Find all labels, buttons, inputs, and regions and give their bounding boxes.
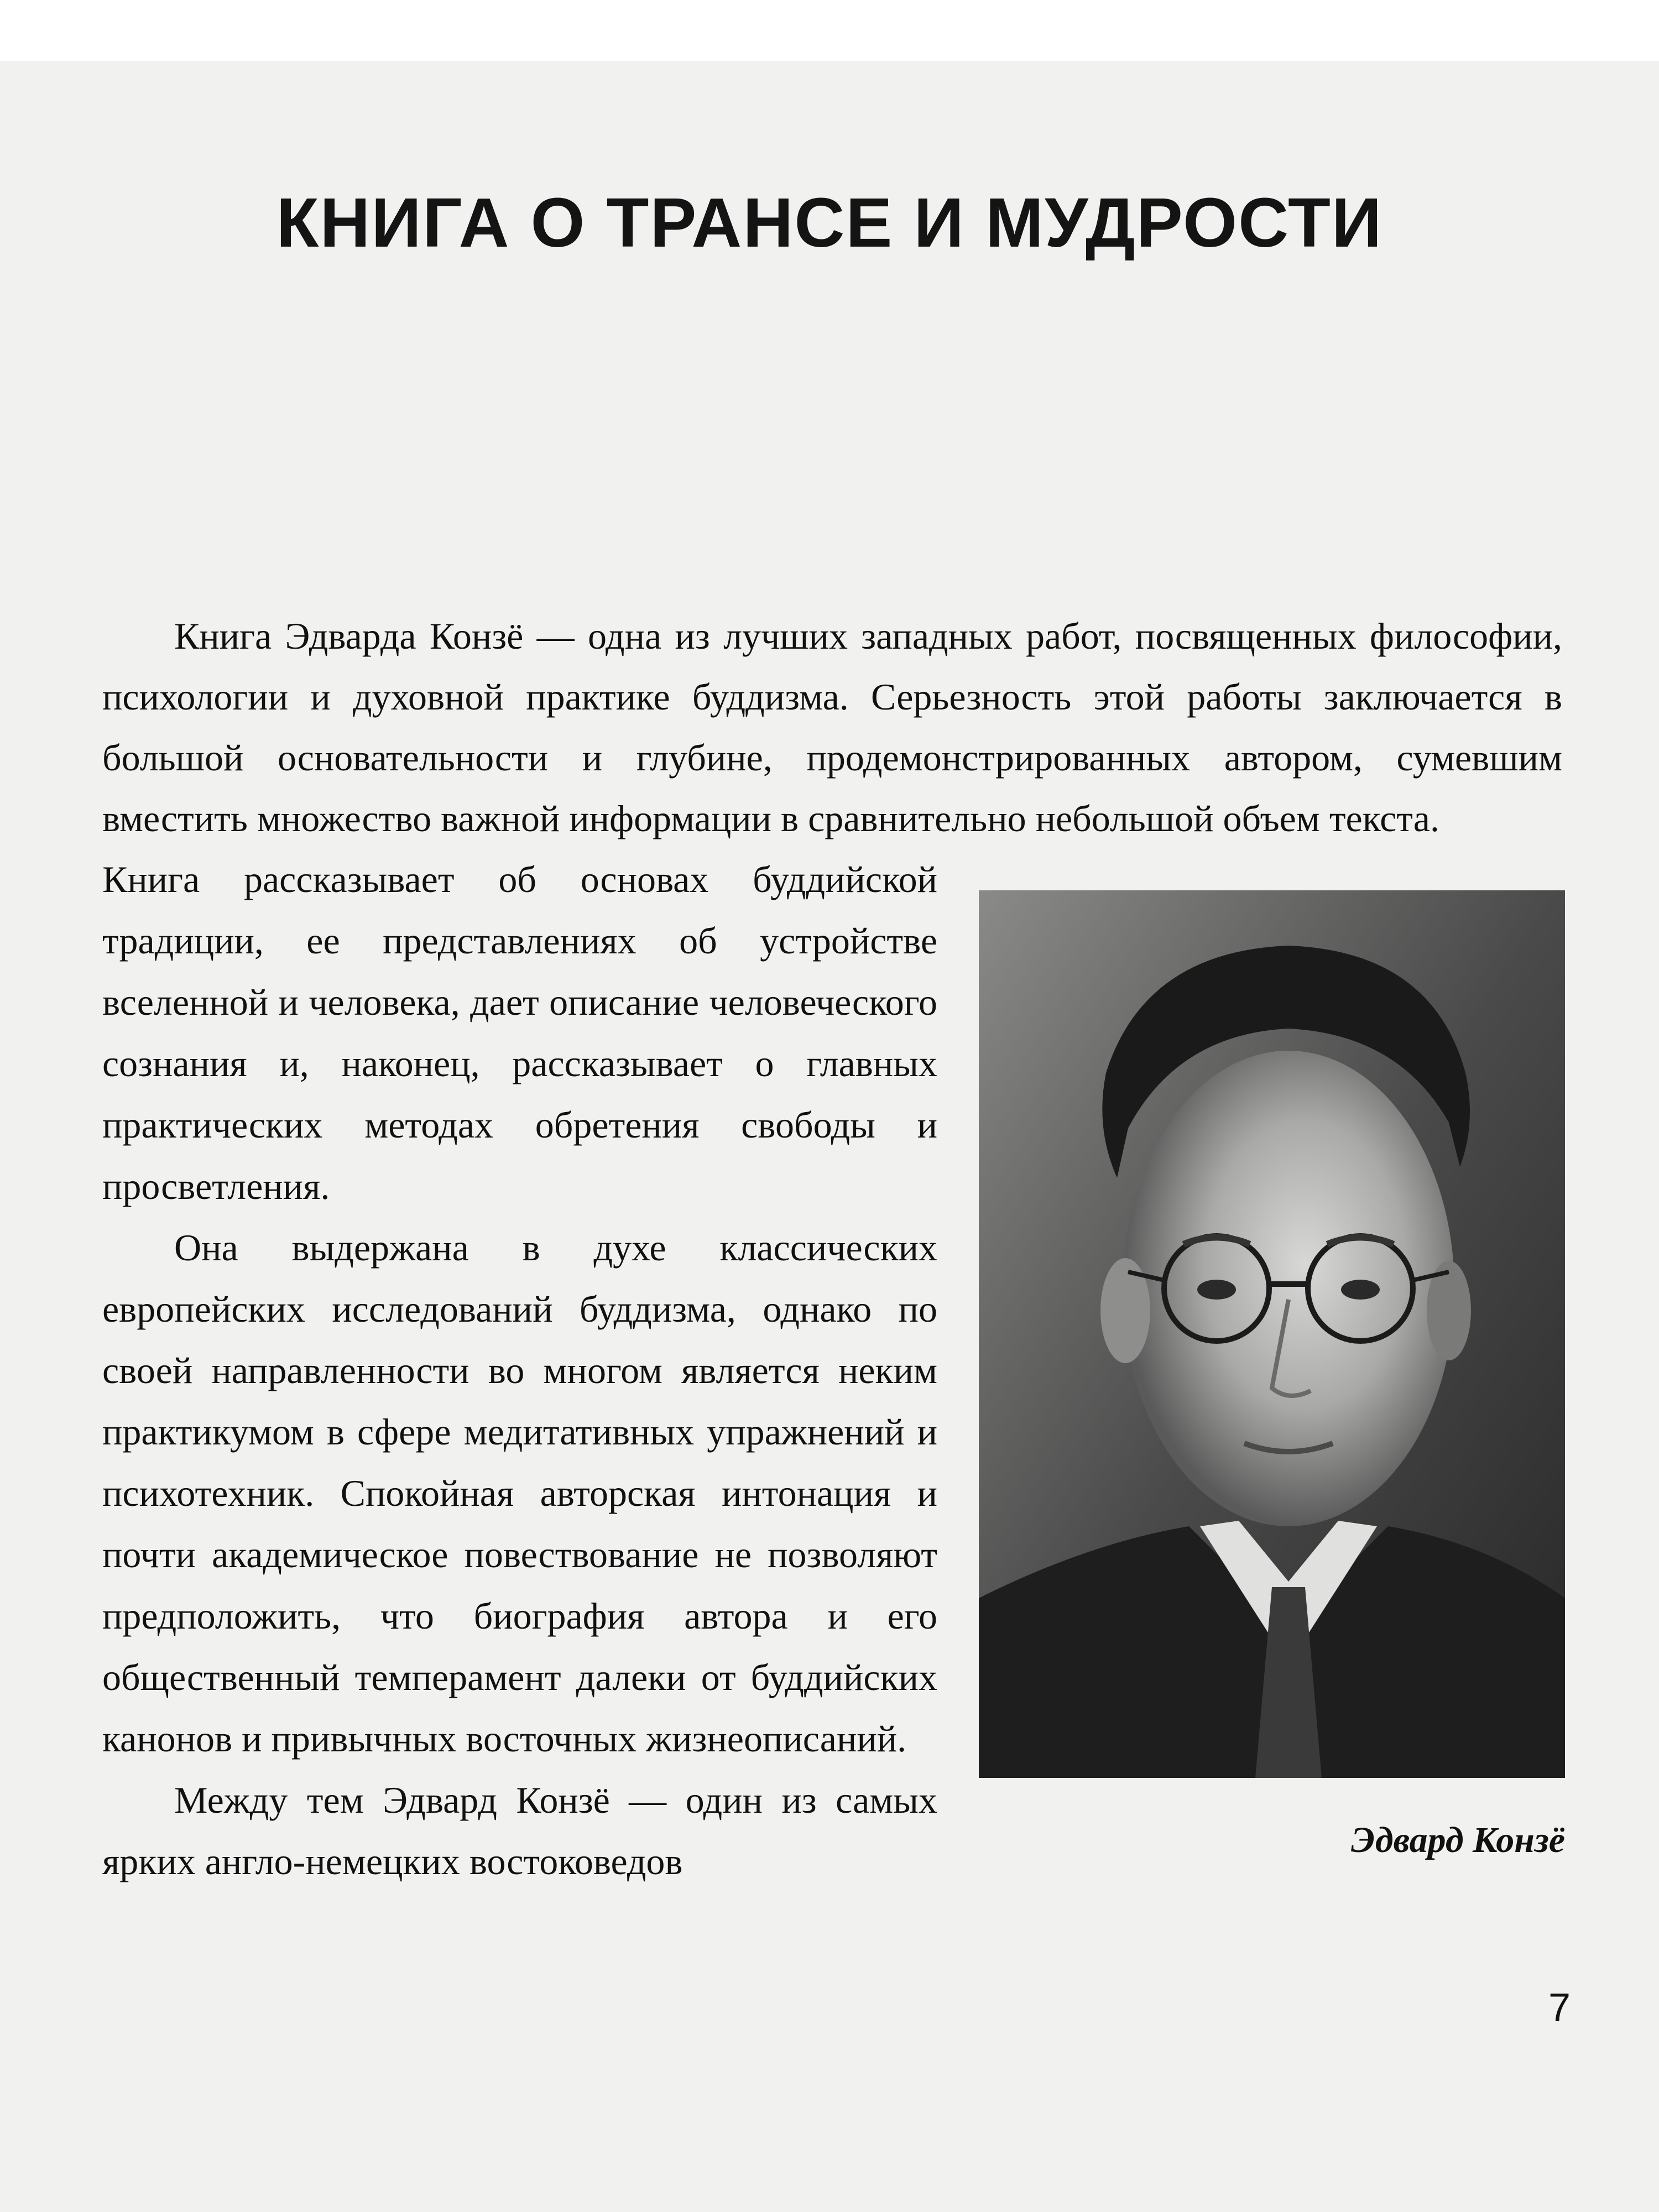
paragraph-author: Между тем Эдвард Конзё — один из самых ярких англо-немецких востоковедов: [102, 1779, 937, 1882]
paragraph-style: Она выдержана в духе классических европейских исследований буддизма, однако по своей направленности во многом является неким практикумом в сфере медитативных упражнений и психотехник. Спокойная авторская интонация и почти академическое повествование не позволяют предположить, что биография автора и его общественный темперамент далеки от буддийских канонов и привычных восточных жизнеописаний.: [102, 1227, 937, 1760]
body-text-column: [102, 849, 937, 1892]
intro-paragraph: Книга Эдварда Конзё — одна из лучших западных работ, посвященных философии, психологии и духовной практике буддизма. Серьезность этой работы заключается в большой основательности и глубине, продемонстрированных автором, сумевшим вместить множество важной информации в сравнительно небольшой объем текста.: [102, 615, 1562, 839]
photo-caption: Эдвард Конзё: [1351, 1820, 1565, 1860]
intro-text-block: [102, 606, 1562, 849]
author-portrait-photo: [979, 890, 1565, 1778]
paragraph-contents: Книга рассказывает об основах буддийской традиции, ее представлениях об устройстве вселенной и человека, дает описание человеческого сознания и, наконец, рассказывает о главных практических методах обретения свободы и просветления.: [102, 858, 937, 1207]
portrait-illustration: [979, 890, 1565, 1778]
page-number: 7: [1548, 1986, 1571, 2030]
page-title: КНИГА О ТРАНСЕ И МУДРОСТИ: [276, 184, 1383, 262]
